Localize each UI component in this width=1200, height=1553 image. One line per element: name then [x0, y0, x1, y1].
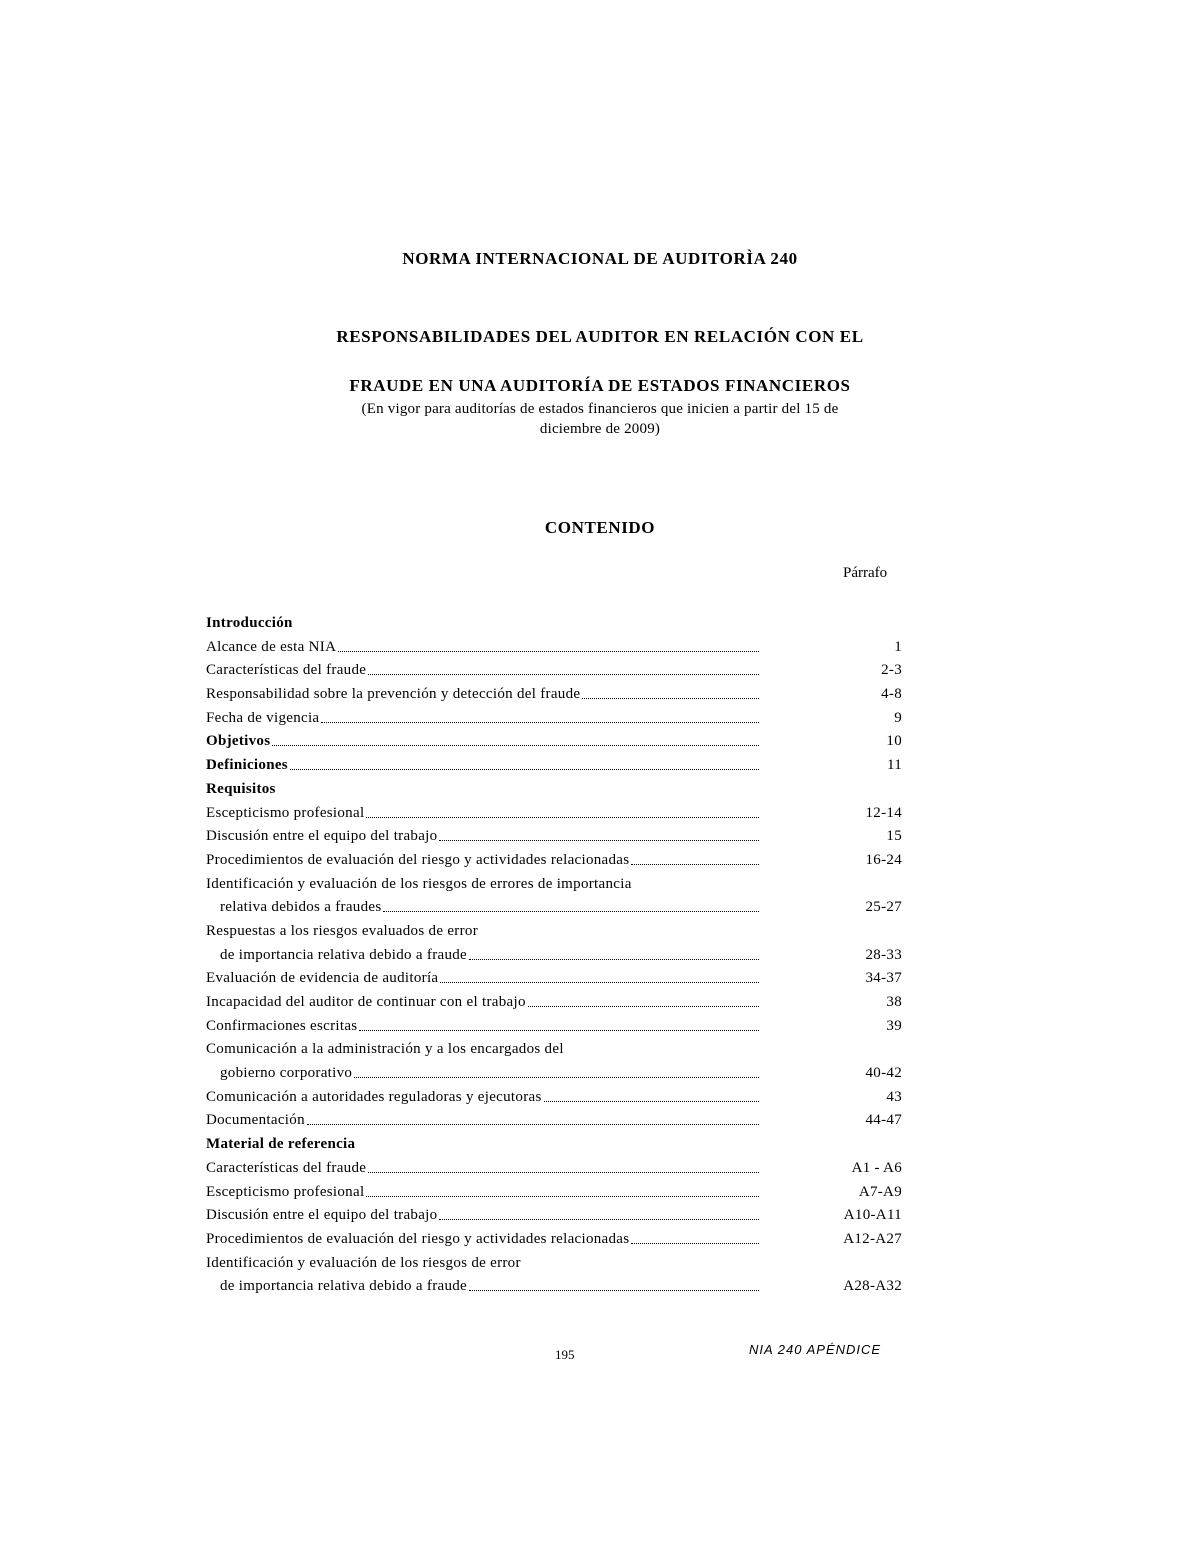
- main-title-line-2: FRAUDE EN UNA AUDITORÍA DE ESTADOS FINANCIEROS: [349, 376, 851, 395]
- toc-dot-leader: [321, 722, 759, 723]
- toc-dot-leader: [272, 745, 759, 746]
- toc-entry-label: Material de referencia: [206, 1136, 356, 1153]
- toc-entry-label: Requisitos: [206, 780, 276, 797]
- toc-entry-paragraph: 11: [886, 757, 902, 774]
- toc-entry-label: Fecha de vigencia: [206, 709, 320, 726]
- toc-row: [206, 1038, 906, 1062]
- toc-row: [206, 873, 906, 897]
- toc-row: [206, 1015, 906, 1039]
- toc-entry-paragraph: A28-A32: [843, 1278, 902, 1295]
- toc-dot-leader: [469, 959, 759, 960]
- toc-entry-paragraph: A10-A11: [843, 1207, 902, 1224]
- toc-entry-label: Escepticismo profesional: [206, 804, 365, 821]
- toc-entry-label: de importancia relativa debido a fraude: [220, 1278, 468, 1295]
- toc-entry-label: Documentación: [206, 1112, 305, 1129]
- toc-entry-paragraph: 25-27: [865, 899, 902, 916]
- toc-row: [206, 683, 906, 707]
- toc-entry-label: Definiciones: [206, 757, 288, 774]
- toc-entry-label: Escepticismo profesional: [206, 1183, 365, 1200]
- toc-row: [206, 778, 906, 802]
- toc-row: [206, 1275, 906, 1299]
- page-number: 195: [555, 1347, 575, 1362]
- toc-entry-label: Comunicación a autoridades reguladoras y ejecutoras: [206, 1088, 542, 1105]
- toc-entry-paragraph: 9: [894, 709, 902, 726]
- toc-entry-label: Alcance de esta NIA: [206, 638, 337, 655]
- toc-entry-label: gobierno corporativo: [220, 1065, 353, 1082]
- toc-row: [206, 730, 906, 754]
- toc-row: [206, 659, 906, 683]
- table-of-contents: [206, 612, 906, 1299]
- toc-row: [206, 1086, 906, 1110]
- toc-dot-leader: [631, 864, 759, 865]
- toc-entry-paragraph: 40-42: [865, 1065, 902, 1082]
- toc-dot-leader: [439, 1219, 759, 1220]
- toc-entry-label: relativa debidos a fraudes: [220, 899, 382, 916]
- toc-entry-paragraph: A7-A9: [858, 1183, 902, 1200]
- toc-row: [206, 1157, 906, 1181]
- toc-row: [206, 991, 906, 1015]
- toc-entry-label: Características del fraude: [206, 1159, 367, 1176]
- toc-dot-leader: [368, 1172, 759, 1173]
- toc-entry-label: Identificación y evaluación de los riesgos de error: [206, 1254, 521, 1271]
- toc-row: [206, 1062, 906, 1086]
- toc-row: [206, 825, 906, 849]
- effective-date-line-2: diciembre de 2009): [539, 421, 661, 437]
- toc-row: [206, 754, 906, 778]
- toc-entry-paragraph: 43: [886, 1088, 902, 1105]
- toc-dot-leader: [366, 1196, 759, 1197]
- toc-entry-paragraph: 4-8: [881, 686, 902, 703]
- toc-row: [206, 1228, 906, 1252]
- toc-row: [206, 920, 906, 944]
- toc-entry-paragraph: 2-3: [881, 662, 902, 679]
- toc-row: [206, 944, 906, 968]
- toc-dot-leader: [354, 1077, 759, 1078]
- toc-dot-leader: [366, 817, 759, 818]
- toc-entry-label: Procedimientos de evaluación del riesgo y actividades relacionadas: [206, 1230, 630, 1247]
- toc-dot-leader: [338, 651, 759, 652]
- toc-entry-label: Discusión entre el equipo del trabajo: [206, 1207, 438, 1224]
- toc-row: [206, 707, 906, 731]
- toc-entry-paragraph: 38: [886, 994, 902, 1010]
- toc-entry-label: Comunicación a la administración y a los encargados del: [206, 1041, 564, 1058]
- toc-entry-label: Confirmaciones escritas: [206, 1017, 358, 1034]
- toc-dot-leader: [439, 840, 759, 841]
- toc-dot-leader: [290, 769, 759, 770]
- toc-dot-leader: [631, 1243, 759, 1244]
- toc-entry-label: Identificación y evaluación de los riesgos de errores de importancia: [206, 875, 632, 892]
- toc-entry-label: Evaluación de evidencia de auditoría: [206, 970, 439, 987]
- toc-entry-paragraph: 16-24: [865, 851, 902, 868]
- toc-dot-leader: [582, 698, 759, 699]
- paragraph-column-header: Párrafo: [843, 565, 888, 581]
- toc-entry-label: de importancia relativa debido a fraude: [220, 946, 468, 963]
- toc-entry-paragraph: 12-14: [865, 804, 902, 821]
- toc-row: [206, 1252, 906, 1276]
- toc-dot-leader: [307, 1124, 759, 1125]
- toc-row: [206, 849, 906, 873]
- toc-entry-label: Respuestas a los riesgos evaluados de error: [206, 922, 478, 939]
- toc-row: [206, 896, 906, 920]
- effective-date-line-1: (En vigor para auditorías de estados financieros que inicien a partir del 15 de: [361, 401, 839, 417]
- footer-reference: NIA 240 APÉNDICE: [749, 1342, 882, 1357]
- toc-dot-leader: [469, 1290, 759, 1291]
- toc-entry-paragraph: 34-37: [865, 970, 902, 987]
- toc-entry-paragraph: A1 - A6: [851, 1159, 902, 1176]
- toc-entry-label: Incapacidad del auditor de continuar con el trabajo: [206, 994, 526, 1010]
- toc-row: [206, 1204, 906, 1228]
- toc-row: [206, 612, 906, 636]
- toc-row: [206, 1181, 906, 1205]
- toc-entry-label: Características del fraude: [206, 662, 367, 679]
- toc-entry-label: Responsabilidad sobre la prevención y detección del fraude: [206, 686, 581, 703]
- toc-entry-label: Procedimientos de evaluación del riesgo y actividades relacionadas: [206, 851, 630, 868]
- toc-entry-label: Discusión entre el equipo del trabajo: [206, 828, 438, 845]
- toc-dot-leader: [368, 674, 759, 675]
- toc-entry-paragraph: 1: [894, 638, 902, 655]
- contents-heading: CONTENIDO: [544, 518, 656, 537]
- toc-entry-paragraph: 39: [886, 1017, 902, 1034]
- toc-entry-paragraph: 15: [886, 828, 902, 845]
- toc-dot-leader: [359, 1030, 759, 1031]
- toc-entry-paragraph: 10: [886, 733, 902, 750]
- toc-dot-leader: [383, 911, 759, 912]
- toc-row: [206, 1133, 906, 1157]
- toc-entry-paragraph: A12-A27: [843, 1230, 902, 1247]
- main-title-line-1: RESPONSABILIDADES DEL AUDITOR EN RELACIÓN CON EL: [336, 327, 864, 346]
- toc-row: [206, 967, 906, 991]
- toc-row: [206, 802, 906, 826]
- toc-row: [206, 636, 906, 660]
- toc-entry-paragraph: 28-33: [865, 946, 902, 963]
- toc-dot-leader: [544, 1101, 759, 1102]
- standard-title: NORMA INTERNACIONAL DE AUDITORÌA 240: [402, 249, 798, 268]
- toc-dot-leader: [528, 1006, 759, 1007]
- toc-row: [206, 1109, 906, 1133]
- toc-entry-label: Introducción: [206, 615, 293, 631]
- toc-entry-label: Objetivos: [206, 733, 271, 750]
- toc-dot-leader: [440, 982, 759, 983]
- toc-entry-paragraph: 44-47: [865, 1112, 902, 1129]
